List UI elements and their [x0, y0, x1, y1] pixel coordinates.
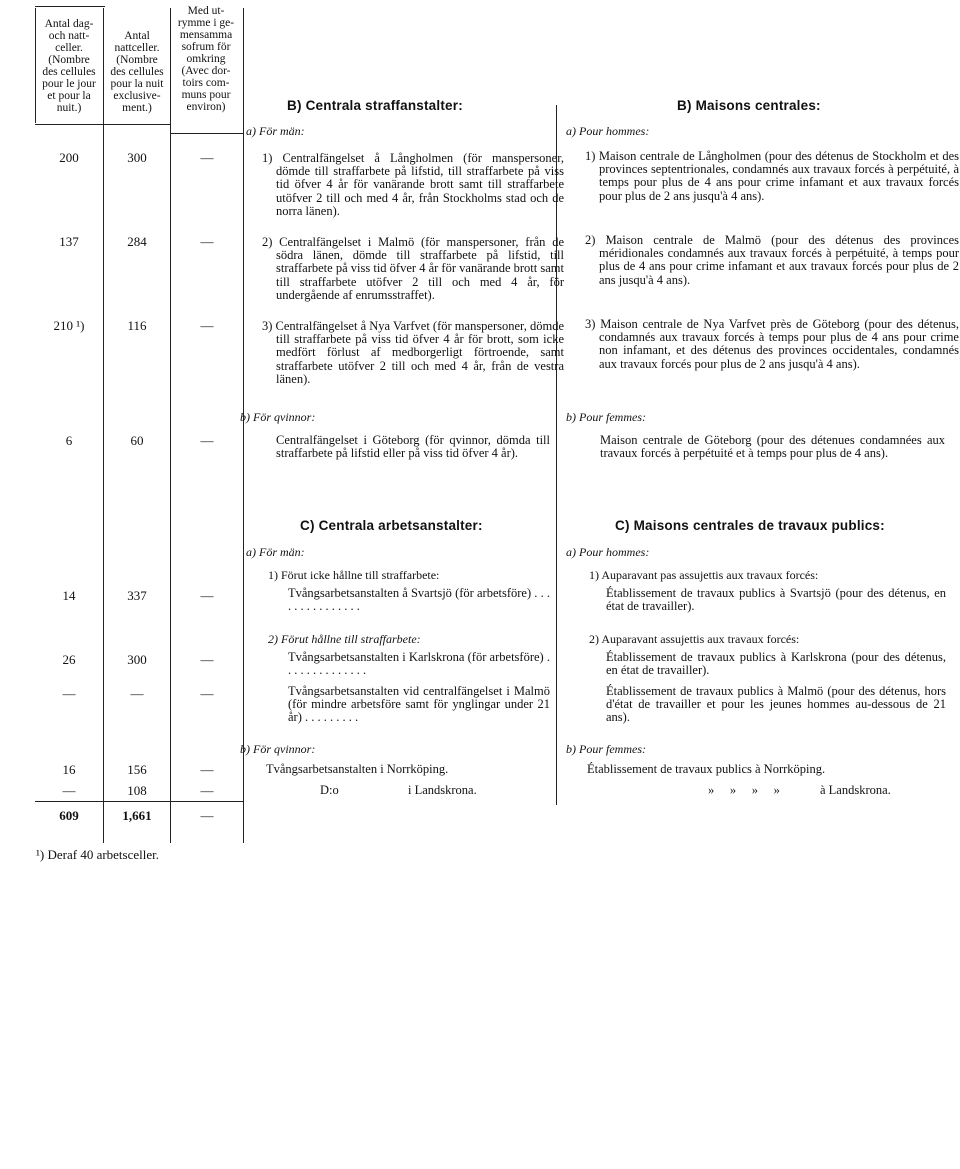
c-row4-c2: 156: [127, 762, 147, 777]
b-row1-c2: 300: [127, 150, 147, 165]
col-divider-1: [103, 8, 104, 843]
section-c-a-fr: a) Pour hommes:: [566, 545, 650, 559]
b-row3-sv: 3) Centralfängelset å Nya Varfvet (för manspersoner, dömde till straffarbete på viss tid öfver 4 år för brott, som icke medfört förlust af medborgerligt förtroende, samt straffarbete utöfver 2 till och med 4 år, från de vestra länen).: [262, 319, 564, 386]
totals-rule: [35, 801, 243, 802]
c-row2-sv: Tvångsarbetsanstalten i Karlskrona (för arbetsföre) . . . . . . . . . . . . . .: [288, 650, 550, 678]
col-divider-2: [170, 8, 171, 843]
b-row2-sv: 2) Centralfängelset i Malmö (för manspersoner, från de södra länen, dömde till straffarbete på lifstid, till straffarbete på viss tid öfver 4 år för vanärande brott samt till straffarbete utöfver 2 till och med 4 år, för undergående af enrumsstraffet).: [262, 235, 564, 302]
b-row2-c2: 284: [127, 234, 147, 249]
c-row5-fr-place: à Landskrona.: [820, 783, 891, 797]
c-row1-sv: Tvångsarbetsanstalten å Svartsjö (för arbetsföre) . . . . . . . . . . . . . . .: [288, 586, 550, 614]
c-row5-sv-ditto: D:o: [320, 783, 339, 797]
c-row4-c3: —: [200, 762, 214, 777]
section-c-a-sv: a) För män:: [246, 545, 305, 559]
b-row4-c1: 6: [65, 433, 73, 448]
header-col2: Antal nattceller. (Nombre des cellules pour la nuit exclusive- ment.): [110, 30, 164, 114]
b-row2-c1: 137: [59, 234, 79, 249]
section-c-sub1-fr: 1) Auparavant pas assujettis aux travaux forcés:: [589, 568, 819, 582]
b-row4-c3: —: [200, 433, 214, 448]
c-row5-fr-ditto: » » » »: [708, 783, 780, 797]
b-row3-c1: 210 ¹): [53, 318, 85, 333]
b-row2-c3: —: [200, 234, 214, 249]
section-b-title-sv: B) Centrala straffanstalter:: [287, 98, 463, 113]
header-rule-2: [170, 133, 243, 134]
b-row4-fr: Maison centrale de Göteborg (pour des détenues condamnées aux travaux forcés à perpétuité et à temps pour plus de 4 ans).: [600, 433, 945, 461]
header-col3: Med ut- rymme i ge- mensamma sofrum för omkring (Avec dor- toirs com- muns pour environ): [177, 5, 235, 113]
section-b-a-fr: a) Pour hommes:: [566, 124, 650, 138]
c-row3-c3: —: [200, 686, 214, 701]
c-row1-c1: 14: [62, 588, 76, 603]
section-b-b-sv: b) För qvinnor:: [240, 410, 316, 424]
total-c2: 1,661: [122, 808, 152, 823]
section-b-a-sv: a) För män:: [246, 124, 305, 138]
section-b-b-fr: b) Pour femmes:: [566, 410, 646, 424]
b-row1-c1: 200: [59, 150, 79, 165]
section-c-title-fr: C) Maisons centrales de travaux publics:: [615, 518, 885, 533]
c-row5-c2: 108: [127, 783, 147, 798]
section-c-title-sv: C) Centrala arbetsanstalter:: [300, 518, 483, 533]
c-row2-fr: Établissement de travaux publics à Karlskrona (pour des détenus, en état de travailler).: [606, 650, 946, 678]
b-row3-c2: 116: [127, 318, 147, 333]
section-b-title-fr: B) Maisons centrales:: [677, 98, 821, 113]
section-c-sub1-sv: 1) Förut icke hållne till straffarbete:: [268, 568, 440, 582]
c-row2-c3: —: [200, 652, 214, 667]
c-row1-c3: —: [200, 588, 214, 603]
c-row5-c3: —: [200, 783, 214, 798]
total-c3: —: [200, 808, 214, 823]
section-c-sub2-fr: 2) Auparavant assujettis aux travaux forcés:: [589, 632, 800, 646]
c-row3-c2: —: [130, 686, 144, 701]
footnote: ¹) Deraf 40 arbetsceller.: [36, 847, 159, 862]
c-row2-c2: 300: [127, 652, 147, 667]
col-divider-3: [243, 8, 244, 843]
c-row2-c1: 26: [62, 652, 76, 667]
b-row3-fr: 3) Maison centrale de Nya Varfvet près de Göteborg (pour des détenus, condamnés aux travaux forcés à temps pour plus de 4 ans pour crime non infamant, et des détenus des provinces occidentales, condamnés aux travaux forcés pour plus de 2 ans jusqu'à 4 ans).: [585, 317, 959, 371]
b-row4-c2: 60: [130, 433, 144, 448]
b-row1-fr: 1) Maison centrale de Långholmen (pour des détenus de Stockholm et des provinces septentrionales, condamnés aux travaux forcés à perpétuité, à temps pour plus de 4 ans pour crime infamant et aux travaux forcés pour plus de 2 ans jusqu'à 4 ans).: [585, 149, 959, 203]
b-row4-sv: Centralfängelset i Göteborg (för qvinnor, dömda till straffarbete på lifstid eller på viss tid öfver 4 år).: [276, 433, 550, 461]
col-divider-left: [35, 8, 36, 123]
section-c-b-sv: b) För qvinnor:: [240, 742, 316, 756]
c-row4-sv: Tvångsarbetsanstalten i Norrköping.: [266, 762, 449, 776]
c-row5-c1: —: [62, 783, 76, 798]
c-row3-sv: Tvångsarbetsanstalten vid centralfängelset i Malmö (för mindre arbetsföre samt för ynglingar under 21 år) . . . . . . . . .: [288, 684, 550, 725]
c-row4-c1: 16: [62, 762, 76, 777]
b-row1-c3: —: [200, 150, 214, 165]
section-c-sub2-sv: 2) Förut hållne till straffarbete:: [268, 632, 421, 646]
total-c1: 609: [59, 808, 79, 823]
c-row1-c2: 337: [127, 588, 147, 603]
c-row4-fr: Établissement de travaux publics à Norrköping.: [587, 762, 826, 776]
b-row3-c3: —: [200, 318, 214, 333]
b-row2-fr: 2) Maison centrale de Malmö (pour des détenus des provinces méridionales condamnés aux travaux forcés à perpétuité, à temps pour plus de 4 ans pour crime infamant et aux travaux forcés pour plus de 2 ans jusqu'à 4 ans).: [585, 233, 959, 287]
top-rule: [35, 6, 105, 7]
c-row3-c1: —: [62, 686, 76, 701]
header-col1: Antal dag- och natt- celler. (Nombre des cellules pour le jour et pour la nuit.): [42, 18, 96, 114]
section-c-b-fr: b) Pour femmes:: [566, 742, 646, 756]
c-row3-fr: Établissement de travaux publics à Malmö (pour des détenus, hors d'état de travailler et pour les jeunes hommes au-dessous de 21 ans).: [606, 684, 946, 725]
b-row1-sv: 1) Centralfängelset å Långholmen (för manspersoner, dömde till straffarbete på lifstid, till straffarbete på viss tid öfver 4 år för vanärande brott samt till straffarbete utöfver 2 till och med 4 år, från Stockholms stad och de norra länen).: [262, 151, 564, 218]
c-row5-sv-place: i Landskrona.: [408, 783, 477, 797]
c-row1-fr: Établissement de travaux publics à Svartsjö (pour des détenus, en état de travailler).: [606, 586, 946, 614]
